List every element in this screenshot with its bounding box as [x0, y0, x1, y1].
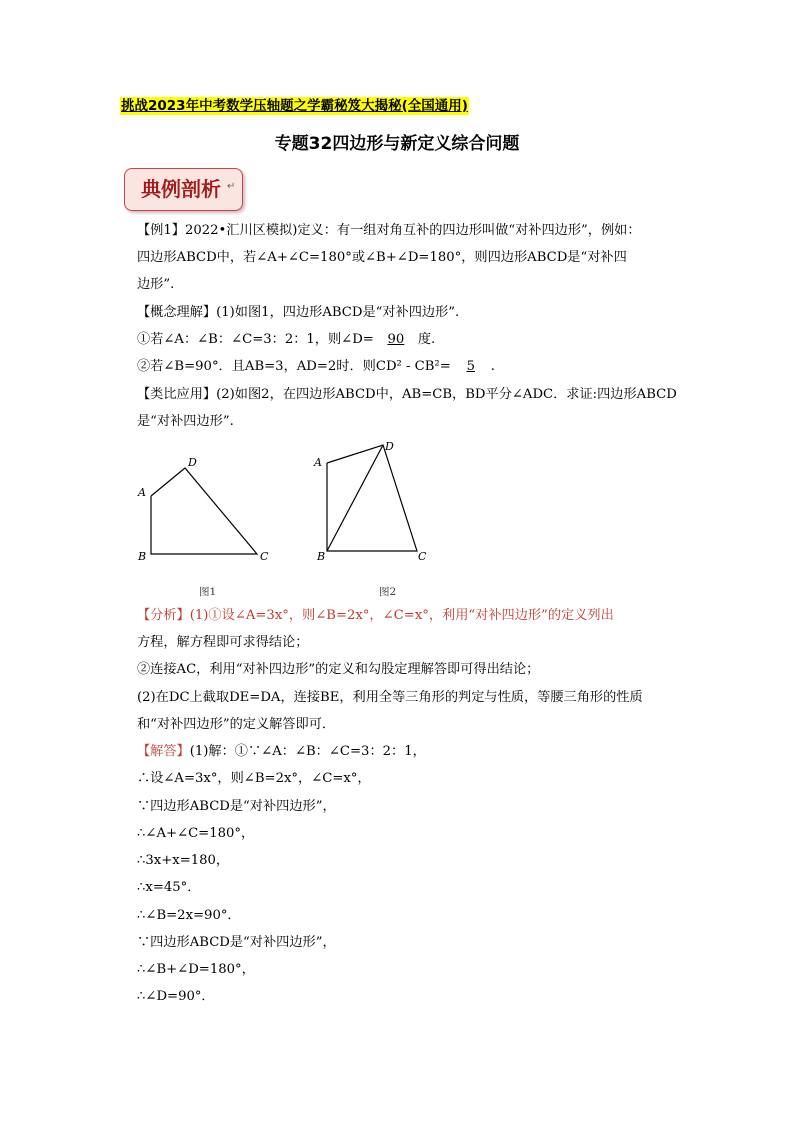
- fig1-label-d: D: [188, 456, 197, 469]
- problem-line-2: 四边形ABCD中，若∠A+∠C=180°或∠B+∠D=180°，则四边形ABCD是“对补四: [137, 250, 627, 265]
- figure-2: [310, 436, 440, 571]
- quadrilateral-abcd-2: [327, 445, 417, 551]
- paragraph-mark: ↵: [227, 181, 236, 192]
- solution-line: ∴∠B=2x=90°．: [137, 908, 241, 923]
- solution-line: ∴∠B+∠D=180°，: [137, 962, 255, 977]
- page-title: 专题32四边形与新定义综合问题: [274, 134, 520, 154]
- figure-1-caption: 图1: [199, 586, 217, 598]
- fig1-label-b: B: [138, 550, 147, 563]
- solution-line: ∵四边形ABCD是“对补四边形”，: [137, 935, 336, 950]
- series-banner: 挑战2023年中考数学压轴题之学霸秘笈大揭秘(全国通用): [121, 98, 468, 114]
- solution-line-0: [137, 742, 426, 762]
- analysis-line-5: 和“对补四边形”的定义解答即可．: [137, 717, 336, 732]
- solution-line: ∴x=45°．: [137, 880, 201, 895]
- analysis-tag: 【分析】: [137, 608, 190, 623]
- fig1-label-c: C: [260, 550, 269, 563]
- fig2-label-d: D: [385, 440, 394, 453]
- question-2-end: .: [490, 359, 495, 374]
- answer-blank-1: 90: [387, 332, 405, 347]
- question-1-text: ①若∠A：∠B：∠C=3：2：1，则∠D=: [137, 332, 374, 347]
- problem-line-1: 【例1】2022•汇川区模拟)定义：有一组对角互补的四边形叫做“对补四边形”，例如：: [137, 223, 641, 238]
- solution-line: ∴设∠A=3x°，则∠B=2x°，∠C=x°，: [137, 771, 371, 786]
- figure-2-caption: 图2: [379, 586, 397, 598]
- solution-line: ∴∠A+∠C=180°，: [137, 826, 255, 841]
- analysis-line-4: (2)在DC上截取DE=DA，连接BE，利用全等三角形的判定与性质，等腰三角形的性质: [137, 690, 643, 705]
- problem-line-3: 边形”.: [137, 277, 175, 292]
- solution-tag: 【解答】: [137, 744, 190, 759]
- question-1-unit: 度.: [417, 332, 436, 347]
- quadrilateral-abcd-1: [151, 468, 257, 554]
- problem-line-4: 【概念理解】(1)如图1，四边形ABCD是“对补四边形”.: [137, 305, 460, 320]
- analysis-text-1: (1)①设∠A=3x°，则∠B=2x°，∠C=x°，利用“对补四边形”的定义列出: [189, 608, 614, 623]
- problem-line-7: 【类比应用】(2)如图2，在四边形ABCD中，AB=CB，BD平分∠ADC．求证:四边形ABCD: [137, 387, 677, 402]
- question-2-text: ②若∠B=90°．且AB=3，AD=2时．则CD² - CB²=: [137, 359, 451, 374]
- fig2-label-c: C: [418, 550, 427, 563]
- fig2-label-a: A: [314, 456, 322, 469]
- figure-1: [130, 452, 280, 572]
- solution-line: ∴3x+x=180，: [137, 853, 230, 868]
- problem-line-6: [137, 357, 495, 377]
- section-badge: [124, 168, 243, 211]
- solution-text-0: (1)解：①∵∠A：∠B：∠C=3：2：1，: [189, 744, 426, 759]
- solution-line: ∴∠D=90°．: [137, 989, 215, 1004]
- analysis-line-2: 方程，解方程即可求得结论；: [137, 635, 309, 650]
- answer-blank-2: 5: [466, 359, 475, 374]
- fig1-label-a: A: [138, 486, 146, 499]
- section-badge-label: 典例剖析: [141, 177, 221, 201]
- analysis-line-3: ②连接AC，利用“对补四边形”的定义和勾股定理解答即可得出结论；: [137, 662, 540, 677]
- fig2-label-b: B: [317, 550, 326, 563]
- analysis-line-1: [137, 606, 614, 626]
- solution-line: ∵四边形ABCD是“对补四边形”，: [137, 799, 336, 814]
- problem-line-5: [137, 330, 435, 350]
- problem-line-8: 是“对补四边形”.: [137, 414, 234, 429]
